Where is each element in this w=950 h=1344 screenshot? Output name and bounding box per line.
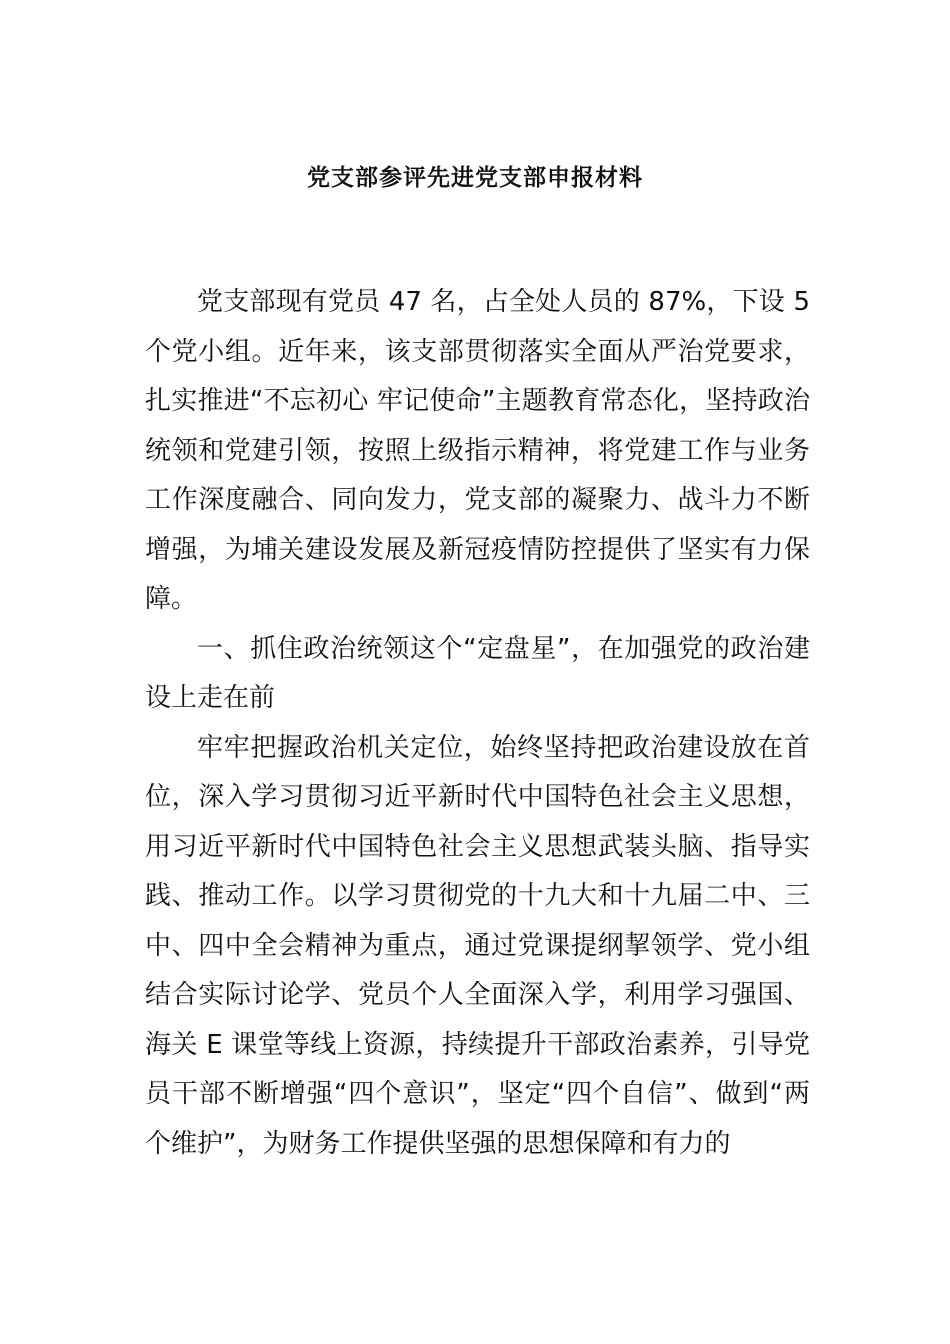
paragraph-intro: 党支部现有党员 47 名，占全处人员的 87%，下设 5 个党小组。近年来，该支部贯彻落实全面从严治党要求，扎实推进“不忘初心 牢记使命”主题教育常态化，坚持政治统领和党建引领，按照上级指示精神，将党建工作与业务工作深度融合、同向发力，党支部的凝聚力、战斗力不断增强，为埔关建设发展及新冠疫情防控提供了坚实有力保障。 — [145, 287, 810, 614]
paragraph-section-1: 牢牢把握政治机关定位，始终坚持把政治建设放在首位，深入学习贯彻习近平新时代中国特色社会主义思想，用习近平新时代中国特色社会主义思想武装头脑、指导实践、推动工作。以学习贯彻党的十九大和十九届二中、三中、四中全会精神为重点，通过党课提纲挈领学、党小组结合实际讨论学、党员个人全面深入学，利用学习强国、海关 E 课堂等线上资源，持续提升干部政治素养，引导党员干部不断增强“四个意识”，坚定“四个自信”、做到“两个维护”，为财务工作提供坚强的思想保障和有力的 — [145, 732, 810, 1159]
document-title: 党支部参评先进党支部申报材料 — [307, 165, 643, 191]
document-body — [145, 278, 810, 1169]
section-heading-1: 一、抓住政治统领这个“定盘星”，在加强党的政治建设上走在前 — [145, 633, 810, 713]
